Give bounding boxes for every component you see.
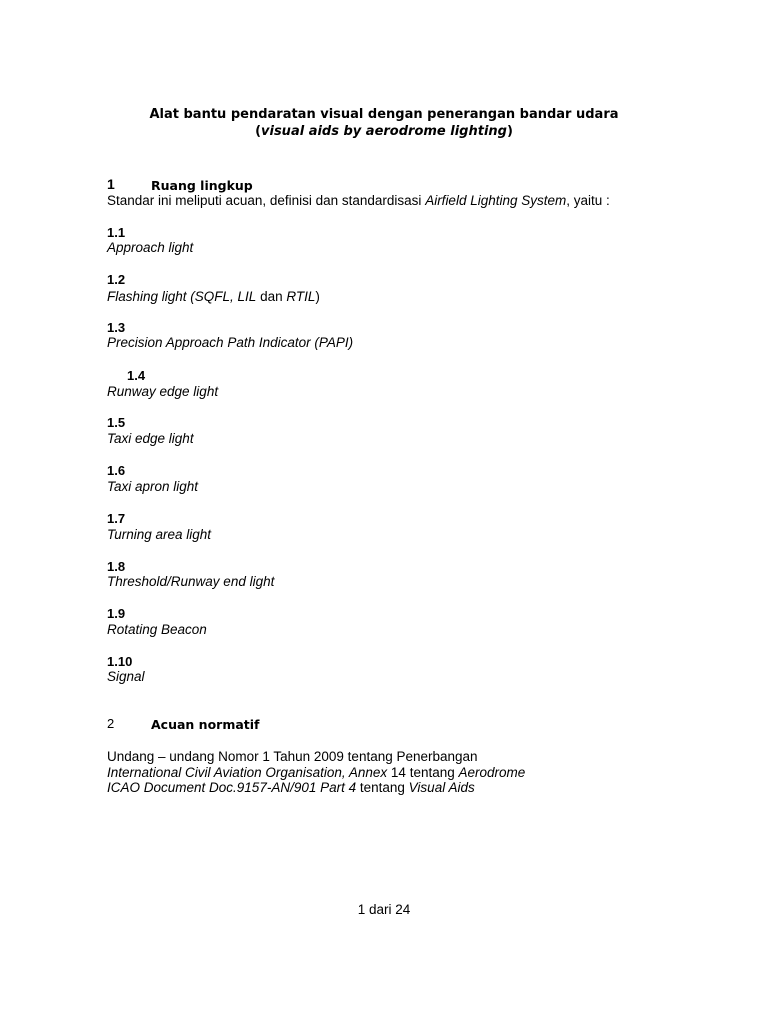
subtitle-open-paren: ( xyxy=(255,124,262,139)
ref3-plain: tentang xyxy=(356,780,409,795)
item-text: Turning area light xyxy=(107,527,212,542)
item-number: 1.2 xyxy=(107,272,126,287)
ref2-italic-b: Aerodrome xyxy=(458,765,526,780)
page-number: 1 dari 24 xyxy=(357,902,411,917)
item-text-d: ) xyxy=(315,289,320,304)
item-number: 1.6 xyxy=(107,463,126,478)
ref3-italic-b: Visual Aids xyxy=(408,780,475,795)
section1-intro xyxy=(107,193,610,208)
intro-italic: Airfield Lighting System xyxy=(425,193,567,208)
item-text: Approach light xyxy=(107,240,194,255)
ref3-italic-a: ICAO Document Doc.9157-AN/901 Part 4 xyxy=(107,780,357,795)
document-subtitle xyxy=(0,124,768,139)
subtitle-close-paren: ) xyxy=(506,124,513,139)
item-text: Signal xyxy=(107,669,145,684)
item-number: 1.1 xyxy=(107,225,126,240)
document-title: Alat bantu pendaratan visual dengan penerangan bandar udara xyxy=(149,107,619,122)
item-text: Taxi edge light xyxy=(107,431,194,446)
item-number: 1.7 xyxy=(107,511,126,526)
reference-line: Undang – undang Nomor 1 Tahun 2009 tentang Penerbangan xyxy=(107,749,478,764)
intro-plain: Standar ini meliputi acuan, definisi dan standardisasi xyxy=(107,193,426,208)
ref2-italic-a: International Civil Aviation Organisation, Annex xyxy=(107,765,388,780)
section2-heading: Acuan normatif xyxy=(151,717,260,732)
section1-heading: Ruang lingkup xyxy=(151,178,253,193)
item-text: Precision Approach Path Indicator (PAPI) xyxy=(107,335,354,350)
subtitle-italic: visual aids by aerodrome lighting xyxy=(261,124,507,139)
item-text: Taxi apron light xyxy=(107,479,199,494)
item-text-b: dan xyxy=(256,289,287,304)
item-text: Rotating Beacon xyxy=(107,622,207,637)
ref2-plain: 14 tentang xyxy=(387,765,459,780)
section2-number: 2 xyxy=(107,716,115,731)
section1-number: 1 xyxy=(107,176,115,192)
item-text: Threshold/Runway end light xyxy=(107,574,275,589)
item-number: 1.3 xyxy=(107,320,126,335)
item-number: 1.8 xyxy=(107,559,126,574)
item-number: 1.10 xyxy=(107,654,133,669)
intro-tail: , yaitu : xyxy=(566,193,610,208)
item-text: Runway edge light xyxy=(107,384,219,399)
item-number: 1.4 xyxy=(127,368,146,383)
item-number: 1.9 xyxy=(107,606,126,621)
item-number: 1.5 xyxy=(107,415,126,430)
item-text xyxy=(107,289,320,304)
item-text-c: RTIL xyxy=(286,289,316,304)
reference-line xyxy=(107,780,475,795)
reference-line xyxy=(107,765,525,780)
item-text-a: Flashing light (SQFL, LIL xyxy=(107,289,257,304)
